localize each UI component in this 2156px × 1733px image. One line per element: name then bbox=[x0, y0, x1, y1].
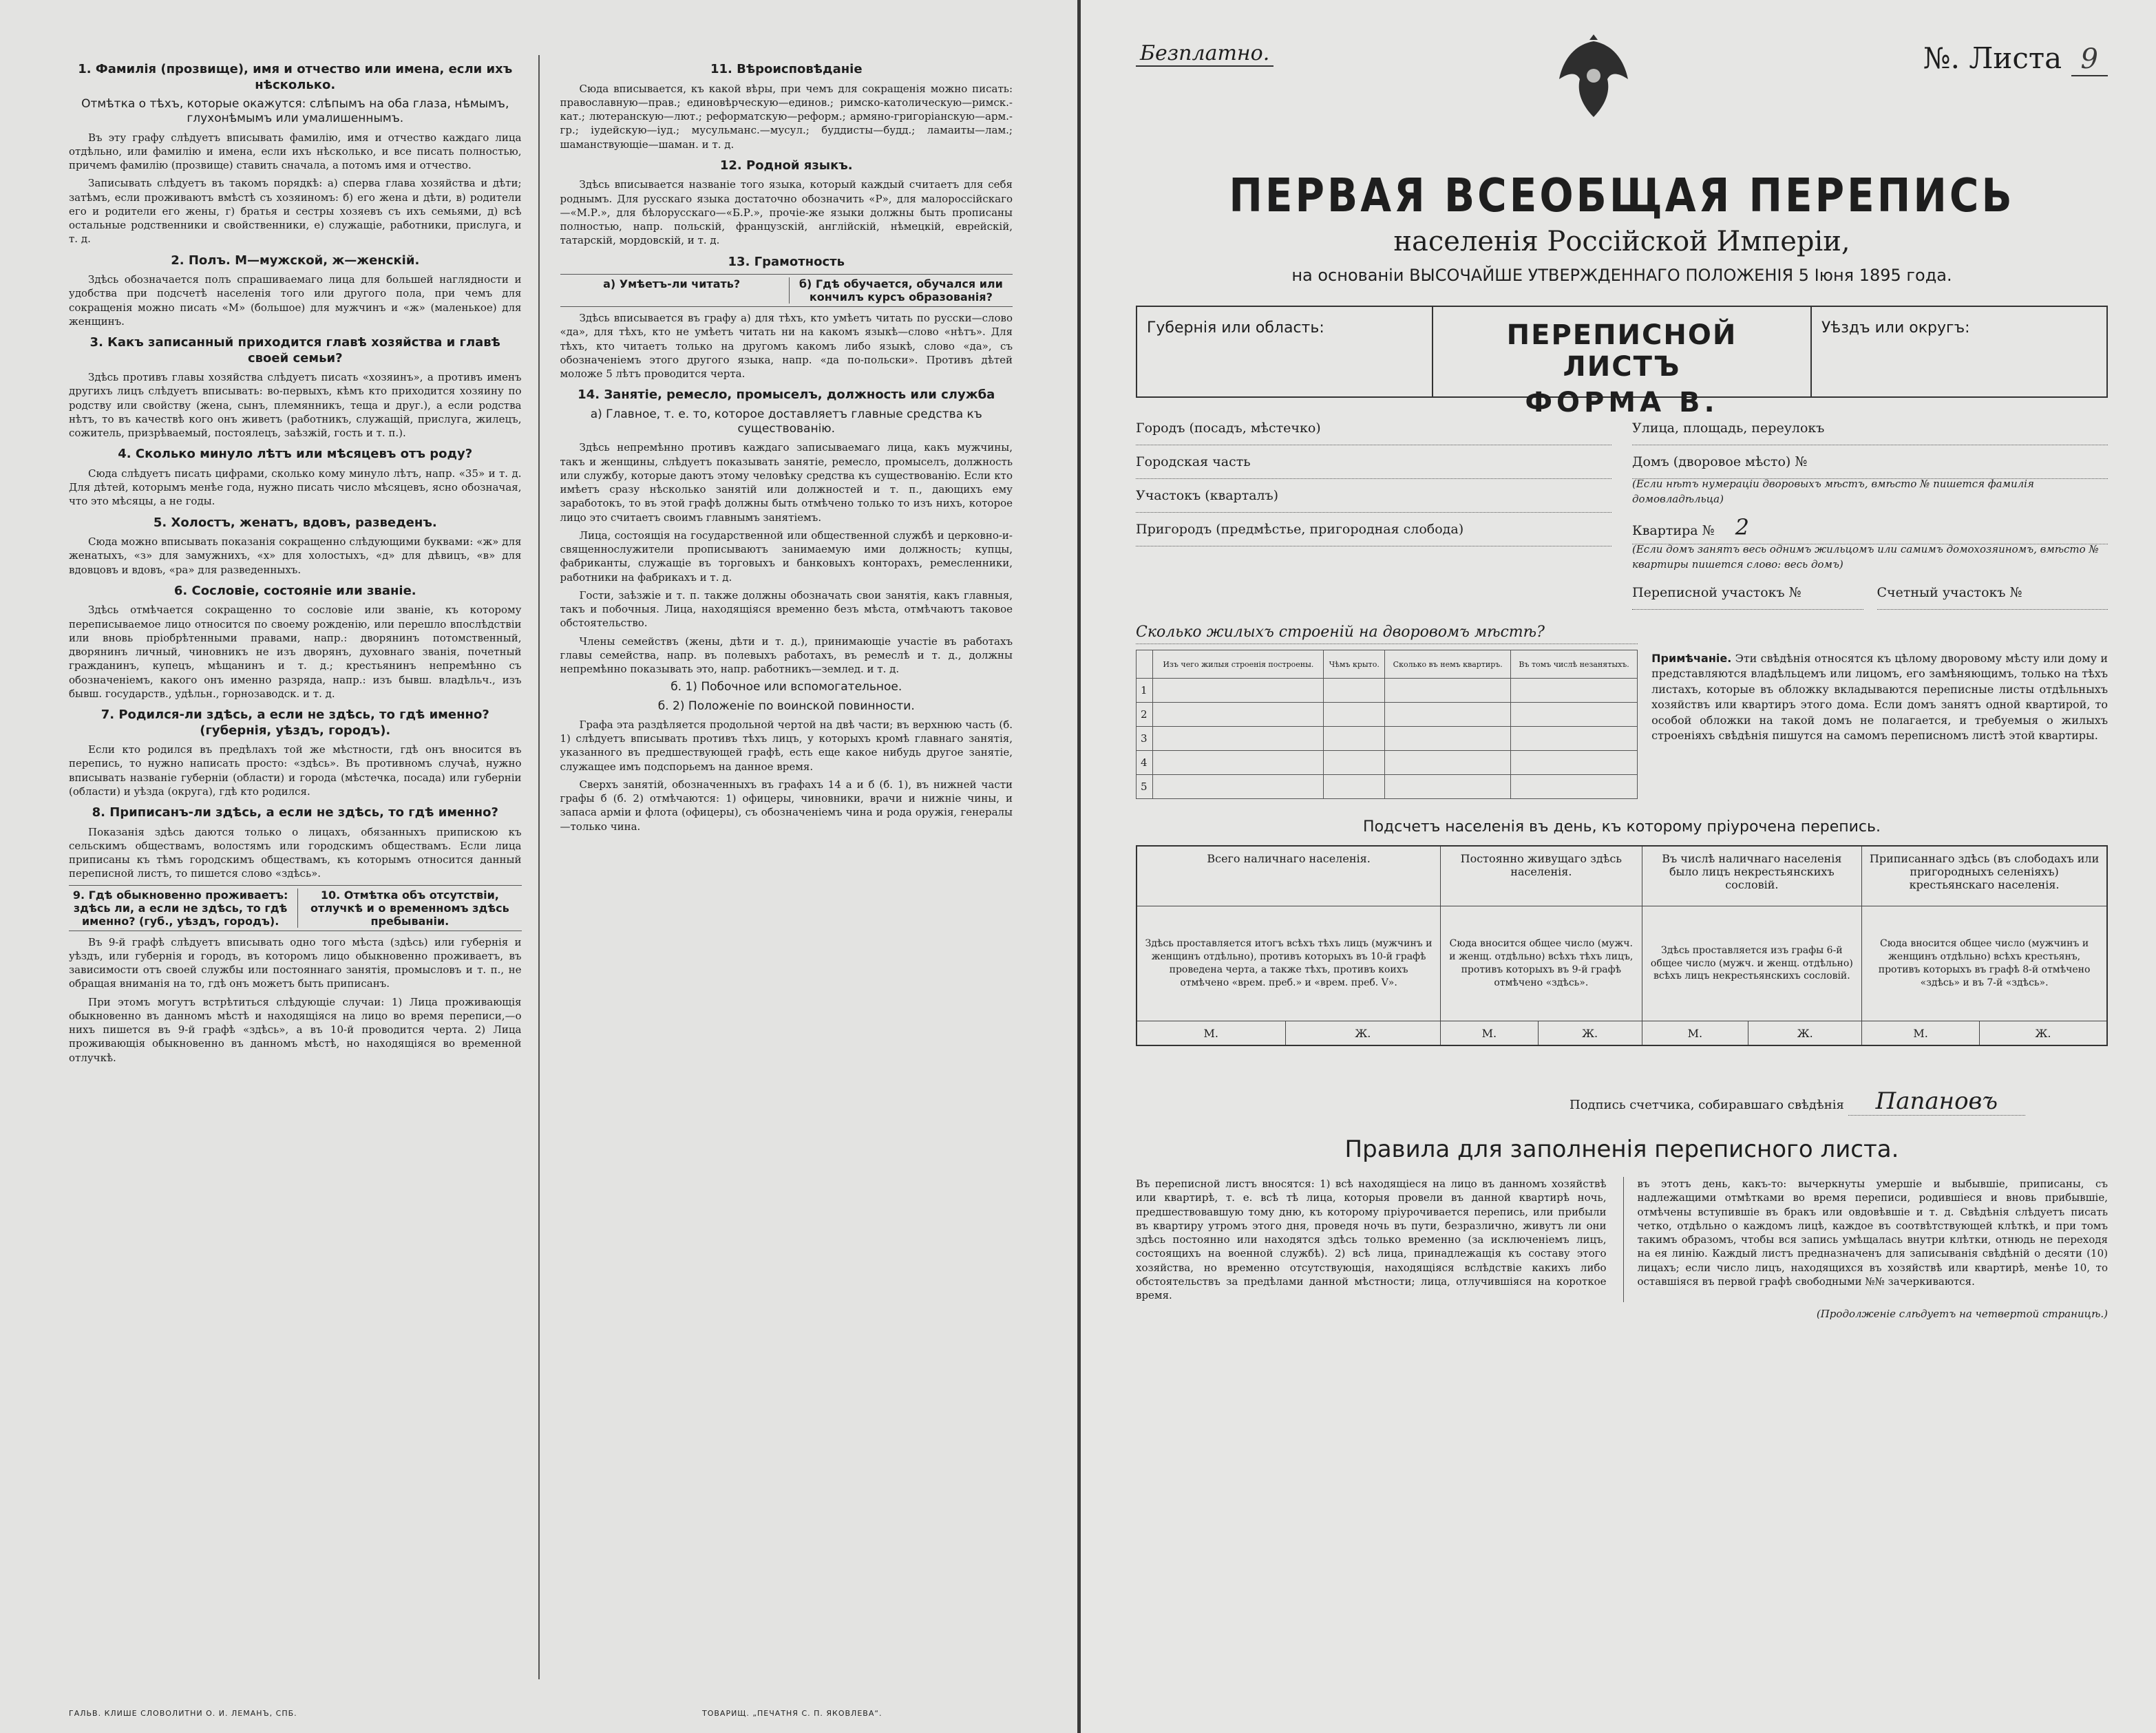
population-count-title: Подсчетъ населенія въ день, къ которому пріурочена перепись. bbox=[1363, 818, 1881, 836]
rules-text bbox=[1136, 1177, 2108, 1302]
section-paragraph: Здѣсь вписывается въ графу а) для тѣхъ, кто умѣетъ читать по русски—слово «да», для тѣхъ, кто не умѣетъ читать ни на какомъ языкѣ—слово «нѣтъ». Для тѣхъ, кто читаетъ только на другомъ какомъ либо языкѣ, слово «да», съ обозначеніемъ этого другого языка, напр. «да по-польски». Противъ дѣтей моложе 5 лѣтъ проводится черта. bbox=[560, 312, 1013, 380]
buildings-cell bbox=[1324, 751, 1385, 775]
male-column: М. bbox=[1441, 1021, 1539, 1046]
count-col-header: Всего наличнаго населенія. bbox=[1137, 846, 1441, 906]
street-field: Улица, площадь, переулокъ bbox=[1632, 412, 2108, 445]
buildings-cell bbox=[1385, 775, 1511, 799]
census-subtitle: населенія Россійской Имперіи, bbox=[1393, 226, 1850, 257]
census-title: ПЕРВАЯ ВСЕОБЩАЯ ПЕРЕПИСЬ bbox=[1229, 168, 2015, 223]
buildings-cell bbox=[1153, 727, 1324, 751]
buildings-cell bbox=[1511, 727, 1638, 751]
section-paragraph: Графа эта раздѣляется продольной чертой на двѣ части; въ верхнюю часть (б. 1) слѣдуетъ вписывать противъ тѣхъ лицъ, у которыхъ кромѣ главнаго занятія, указанного въ предшествующей графѣ, есть еще какое нибудь другое занятіе, служащее имъ подспорьемъ на данное время. bbox=[560, 718, 1013, 773]
imperial-eagle-icon bbox=[1556, 28, 1631, 124]
house-note: (Если нѣтъ нумераціи дворовыхъ мѣстъ, вмѣсто № пишется фамилія домовладѣльца) bbox=[1632, 478, 2034, 505]
form-header-box bbox=[1136, 306, 2108, 418]
section-paragraph: Если кто родился въ предѣлахъ той же мѣстности, гдѣ онъ вносится въ перепись, то нужно написать просто: «здѣсь». Въ противномъ случаѣ, нужно вписывать названіе губерніи (области) и города (мѣстечка, посада) или губерніи (области) и уѣзда (округа), гдѣ кто родился. bbox=[69, 743, 522, 798]
count-col-header: Постоянно живущаго здѣсь населенія. bbox=[1441, 846, 1642, 906]
enumerator-signature bbox=[1136, 1087, 2025, 1115]
buildings-cell bbox=[1324, 727, 1385, 751]
house-field: Домъ (дворовое мѣсто) № bbox=[1632, 445, 2108, 479]
section-paragraph: Гости, заѣзжіе и т. п. также должны обозначать свои занятія, какъ главныя, такъ и побочныя. Лица, находящіяся временно безъ мѣста, отмѣчаютъ таковое обстоятельство. bbox=[560, 588, 1013, 630]
buildings-question: Сколько жилыхъ строеній на дворовомъ мѣстѣ? bbox=[1136, 624, 1638, 644]
male-column: М. bbox=[1862, 1021, 1980, 1046]
section-title: 6. Сословіе, состояніе или званіе. bbox=[173, 583, 416, 598]
section-paragraph: Сверхъ занятій, обозначенныхъ въ графахъ 14 а и б (б. 1), въ нижней части графы б (б. 2) отмѣчаются: 1) офицеры, чиновники, врачи и нижніе чины, и запаса армiи и флота (офицеры), съ обозначеніемъ чина и рода оружія, генералы—только чина. bbox=[560, 778, 1013, 833]
buildings-row bbox=[1137, 703, 1638, 727]
buildings-block bbox=[1136, 624, 1638, 799]
buildings-col-header: Изъ чего жилыя строенія построены. bbox=[1153, 650, 1324, 679]
section-paragraph: Здѣсь противъ главы хозяйства слѣдуетъ писать «хозяинъ», а противъ именъ другихъ лицъ слѣдуетъ вписывать: во-первыхъ, кѣмъ кто приходится хозяину по родству или свойству (жена, сынъ, племянникъ, теща и друг.), а если родства нѣтъ, то въ качествѣ кого онъ живетъ (работникъ, служащій, прислуга, жилецъ, сожитель, призрѣваемый, постоялецъ, заѣзжій, гость и т. п.). bbox=[69, 371, 522, 439]
section-paragraph: Здѣсь обозначается полъ спрашиваемаго лица для большей наглядности и удобства при подсчетѣ населенія того или другого пола, при чемъ для сокращенія можно писать «М» (большое) для мужчинъ и «ж» (маленькое) для женщинъ. bbox=[69, 273, 522, 328]
buildings-row-number: 1 bbox=[1137, 679, 1153, 703]
count-col-description: Сюда вносится общее число (мужчинъ и женщинъ отдѣльно) всѣхъ крестьянъ, противъ которыхъ въ графѣ 8-й отмѣчено «здѣсь» и въ 7-й «здѣсь». bbox=[1862, 906, 2107, 1021]
apartment-value: 2 bbox=[1735, 514, 1749, 540]
buildings-row bbox=[1137, 679, 1638, 703]
census-plot-field: Переписной участокъ № bbox=[1632, 576, 1863, 610]
form-title-line2: ФОРМА В. bbox=[1525, 387, 1719, 418]
count-col-description: Сюда вносится общее число (мужч. и женщ. отдѣльно) всѣхъ тѣхъ лицъ, противъ которыхъ въ 9-й графѣ отмѣчено «здѣсь». bbox=[1441, 906, 1642, 1021]
split-header-9-10 bbox=[69, 885, 522, 931]
buildings-row-number: 5 bbox=[1137, 775, 1153, 799]
count-col-header: Приписаннаго здѣсь (въ слободахъ или пригородныхъ селеніяхъ) крестьянскаго населенія. bbox=[1862, 846, 2107, 906]
buildings-table bbox=[1136, 650, 1638, 799]
section-title: 8. Приписанъ-ли здѣсь, а если не здѣсь, то гдѣ именно? bbox=[92, 805, 498, 820]
section-title: 11. Вѣроисповѣданіе bbox=[710, 62, 863, 76]
buildings-cell bbox=[1153, 679, 1324, 703]
section-title: 5. Холостъ, женатъ, вдовъ, разведенъ. bbox=[153, 515, 437, 530]
address-right bbox=[1632, 412, 2108, 610]
female-column: Ж. bbox=[1285, 1021, 1441, 1046]
signature-label: Подпись счетчика, собиравшаго свѣдѣнія bbox=[1570, 1098, 1844, 1112]
section-title: 12. Родной языкъ. bbox=[719, 158, 853, 173]
address-field: Участокъ (кварталъ) bbox=[1136, 479, 1611, 513]
buildings-cell bbox=[1324, 703, 1385, 727]
buildings-row bbox=[1137, 727, 1638, 751]
census-basis: на основаніи ВЫСОЧАЙШЕ УТВЕРЖДЕННАГО ПОЛОЖЕНІЯ 5 Іюня 1895 года. bbox=[1291, 266, 1952, 285]
remark-text: Эти свѣдѣнія относятся къ цѣлому дворовому мѣсту или дому и представляются владѣльцемъ или лицомъ, его замѣняющимъ, только на тѣхъ листахъ, которые въ обложку вкладываются переписные листы отдѣльныхъ хозяйствъ или квартиръ этого дома. Если домъ занятъ одной квартирой, то особой обложки на такой домъ не полагается, и требуемыя о жилыхъ строеніяхъ свѣдѣнія пишутся на самомъ переписномъ листѣ этой квартиры. bbox=[1651, 652, 2108, 742]
buildings-cell bbox=[1511, 679, 1638, 703]
printer-mark-right: ТОВАРИЩ. „ПЕЧАТНЯ С. П. ЯКОВЛЕВА“. bbox=[702, 1709, 883, 1718]
guberniya-field: Губернія или область: bbox=[1147, 319, 1324, 337]
section-paragraph: Сюда можно вписывать показанія сокращенно слѣдующими буквами: «ж» для женатыхъ, «з» для замужнихъ, «х» для холостыхъ, «д» для дѣвицъ, «в» для вдовцовъ и вдовъ, «ра» для разведенныхъ. bbox=[69, 535, 522, 576]
address-field: Пригородъ (предмѣстье, пригородная слобода) bbox=[1136, 513, 1611, 546]
count-col-description: Здѣсь проставляется итогъ всѣхъ тѣхъ лицъ (мужчинъ и женщинъ отдѣльно), противъ которыхъ въ 10-й графѣ проведена черта, а также тѣхъ, противъ коихъ отмѣчено «врем. преб.» и «врем. преб. V». bbox=[1137, 906, 1441, 1021]
form-title-line1: ПЕРЕПИСНОЙ ЛИСТЪ bbox=[1506, 319, 1737, 383]
buildings-cell bbox=[1324, 679, 1385, 703]
apartment-field bbox=[1632, 511, 2108, 544]
buildings-cell bbox=[1385, 679, 1511, 703]
buildings-cell bbox=[1385, 727, 1511, 751]
section-subtitle: Отмѣтка о тѣхъ, которые окажутся: слѣпымъ на оба глаза, нѣмымъ, глухонѣмымъ или умалишеннымъ. bbox=[81, 97, 509, 126]
remark-label: Примѣчаніе. bbox=[1651, 652, 1732, 665]
buildings-cell bbox=[1153, 751, 1324, 775]
buildings-col-num bbox=[1137, 650, 1153, 679]
section-paragraph: Сюда вписывается, къ какой вѣры, при чемъ для сокращенія можно писать: православную—прав.; единовѣрческую—единов.; римско-католическую—римск.-кат.; лютеранскую—лют.; реформатскую—реформ.; армяно-григоріанскую—арм.-гр.; іудейскую—іуд.; мусульманс.—мусул.; буддисты—будд.; ламаиты—лам.; шаманствующіе—шаман. и т. д. bbox=[560, 82, 1013, 151]
population-count-table bbox=[1136, 845, 2108, 1046]
apartment-note: (Если домъ занятъ весь однимъ жильцомъ или самимъ домохозяиномъ, вмѣсто № квартиры пишется слово: весь домъ) bbox=[1632, 543, 2099, 571]
section-13a-title: а) Умѣетъ-ли читать? bbox=[603, 277, 741, 290]
buildings-cell bbox=[1153, 703, 1324, 727]
section-paragraph: Сюда слѣдуетъ писать цифрами, сколько кому минуло лѣтъ, напр. «35» и т. д. Для дѣтей, которымъ менѣе года, нужно писать число мѣсяцевъ, ясно обозначая, что это мѣсяцы, а не годы. bbox=[69, 467, 522, 508]
left-column-1 bbox=[69, 55, 540, 1679]
section-paragraph: Здѣсь вписывается названіе того языка, который каждый считаетъ для себя роднымъ. Для русскаго языка достаточно обозначить «Р», для малороссійскаго—«М.Р.», для бѣлорусскаго—«Б.Р.», прочіе-же языки должны быть прописаны полностью, напр. польскій, французскій, англійскій, нѣмецкій, еврейскій, татарскій, мордовскій, и т. д. bbox=[560, 178, 1013, 247]
apartment-label: Квартира № bbox=[1632, 523, 1715, 538]
section-paragraph: Здѣсь отмѣчается сокращенно то сословіе или званіе, къ которому переписываемое лицо относится по своему рожденію, или перешло впослѣдствіи или вновь пріобрѣтенными правами, напр.: дворянинъ потомственный, дворянинъ личный, чиновникъ не изъ дворянъ, духовнаго званія, почетный гражданинъ, купецъ, мѣщанинъ и т. д.; крестьянинъ непремѣнно съ обозначеніемъ, какого онъ именно разряда, напр.: изъ бывш. владѣльч., изъ бывш. государств., удѣльн., горнозаводск. и т. д. bbox=[69, 604, 522, 700]
address-field: Городская часть bbox=[1136, 445, 1611, 479]
sheet-number-label: №. Листа bbox=[1923, 41, 2062, 75]
section-title: 2. Полъ. М—мужской, ж—женскій. bbox=[171, 253, 420, 268]
buildings-cell bbox=[1324, 775, 1385, 799]
section-14-title: 14. Занятіе, ремесло, промыселъ, должность или служба bbox=[578, 387, 995, 403]
remark-block bbox=[1651, 624, 2108, 799]
section-14-b2: б. 2) Положеніе по воинской повинности. bbox=[657, 699, 915, 713]
female-column: Ж. bbox=[1748, 1021, 1862, 1046]
section-10-title: 10. Отмѣтка объ отсутствіи, отлучкѣ и о временномъ здѣсь пребываніи. bbox=[297, 889, 521, 928]
section-title: 3. Какъ записанный приходится главѣ хозяйства и главѣ своей семьи? bbox=[89, 335, 500, 365]
section-13b-title: б) Гдѣ обучается, обучался или кончилъ курсъ образованія? bbox=[789, 277, 1013, 304]
left-page bbox=[0, 0, 1077, 1733]
rules-right: въ этотъ день, какъ-то: вычеркнуты умершіе и выбывшіе, приписаны, съ надлежащими отмѣтками во время переписи, родившіеся и вновь прибывшіе, отмѣчены вступившіе въ бракъ или овдовѣвшіе и т. д. Свѣдѣнія слѣдуетъ писать четко, отдѣльно о каждомъ лицѣ, каждое въ соотвѣтствующей клѣткѣ, и при томъ такимъ образомъ, чтобы вся запись умѣщалась внутри клѣтки, отнюдь не переходя на ея линію. Каждый листъ предназначенъ для записыванія свѣдѣній о десяти (10) лицахъ; если число лицъ, находящихся въ хозяйствѣ или квартирѣ, менѣе 10, то оставшіяся въ первой графѣ свободными №№ зачеркиваются. bbox=[1623, 1177, 2109, 1302]
buildings-row-number: 2 bbox=[1137, 703, 1153, 727]
section-title: 7. Родился-ли здѣсь, а если не здѣсь, то гдѣ именно? (губернія, уѣздъ, городъ). bbox=[101, 708, 489, 738]
address-block bbox=[1136, 412, 2108, 610]
buildings-row-number: 4 bbox=[1137, 751, 1153, 775]
buildings-row bbox=[1137, 775, 1638, 799]
section-paragraph: Записывать слѣдуетъ въ такомъ порядкѣ: а) сперва глава хозяйства и дѣти; затѣмъ, если проживаютъ вмѣстѣ съ хозяиномъ: б) его жена и дѣти, в) родители его и родители его жены, г) братья и сестры хозяевъ съ ихъ семьями, д) всѣ остальные родственники и свойственники, е) служащіе, работники, прислуга, и т. д. bbox=[69, 177, 522, 246]
section-14-subtitle: а) Главное, т. е. то, которое доставляетъ главные средства къ существованію. bbox=[590, 407, 982, 436]
section-14-b1: б. 1) Побочное или вспомогательное. bbox=[670, 680, 902, 694]
buildings-cell bbox=[1511, 751, 1638, 775]
buildings-cell bbox=[1385, 751, 1511, 775]
rules-title: Правила для заполненія переписного листа. bbox=[1344, 1136, 1899, 1163]
buildings-cell bbox=[1511, 703, 1638, 727]
section-paragraph: Въ эту графу слѣдуетъ вписывать фамилію, имя и отчество каждаго лица отдѣльно, или фамилію и имена, если ихъ нѣсколько, и все писать полностью, причемъ фамилію (прозвище) ставить сначала, а потомъ имя и отчество. bbox=[69, 131, 522, 171]
buildings-row-number: 3 bbox=[1137, 727, 1153, 751]
section-title: 13. Грамотность bbox=[728, 254, 845, 269]
section-title: 1. Фамилія (прозвище), имя и отчество или имена, если ихъ нѣсколько. bbox=[78, 62, 513, 92]
sheet-number-value: 9 bbox=[2071, 43, 2108, 76]
section-title: 4. Сколько минуло лѣтъ или мѣсяцевъ отъ роду? bbox=[118, 447, 473, 462]
count-col-description: Здѣсь проставляется изъ графы 6-й общее число (мужч. и женщ. отдѣльно) всѣхъ лицъ некрестьянскихъ сословій. bbox=[1642, 906, 1862, 1021]
form-title bbox=[1432, 307, 1812, 418]
count-col-header: Въ числѣ наличнаго населенія было лицъ некрестьянскихъ сословій. bbox=[1642, 846, 1862, 906]
buildings-cell bbox=[1511, 775, 1638, 799]
section-paragraph: Здѣсь непремѣнно противъ каждаго записываемаго лица, какъ мужчины, такъ и женщины, слѣдуетъ показывать занятіе, ремесло, промыселъ, должность или службу, которые даютъ этому человѣку средства къ существованію. Если кто имѣетъ сразу нѣсколько занятій или должностей и т. п., дающихъ ему заработокъ, то въ этой графѣ должны быть отмѣчено только то изъ нихъ, которое лицо это считаетъ своимъ главнымъ занятіемъ. bbox=[560, 441, 1013, 524]
address-left bbox=[1136, 412, 1611, 610]
section-paragraph: При этомъ могутъ встрѣтиться слѣдующіе случаи: 1) Лица проживающія обыкновенно въ данномъ мѣстѣ и находящіяся на лицо во время переписи,—о нихъ пишется въ 9-й графѣ «здѣсь», а въ 10-й проводится черта. 2) Лица проживающія обыкновенно въ данномъ мѣстѣ, но находящіяся во временной отлучкѣ. bbox=[69, 995, 522, 1064]
section-paragraph: Члены семействъ (жены, дѣти и т. д.), принимающіе участіе въ работахъ главы семейства, напр. въ полевыхъ работахъ, въ ремеслѣ и т. д., должны непремѣнно показывать это, напр. работникъ—землед. и т. д. bbox=[560, 635, 1013, 675]
free-label: Безплатно. bbox=[1136, 41, 1273, 67]
signature-value: Папановъ bbox=[1848, 1087, 2025, 1116]
counter-plot-field: Счетный участокъ № bbox=[1877, 576, 2109, 610]
female-column: Ж. bbox=[1979, 1021, 2107, 1046]
section-9-title: 9. Гдѣ обыкновенно проживаетъ: здѣсь ли, а если не здѣсь, то гдѣ именно? (губ., уѣздъ, городъ). bbox=[72, 888, 288, 928]
male-column: М. bbox=[1137, 1021, 1285, 1046]
male-column: М. bbox=[1642, 1021, 1748, 1046]
left-column-2 bbox=[560, 55, 1030, 1679]
uezd-field: Уѣздъ или округъ: bbox=[1821, 319, 1970, 337]
section-paragraph: Въ 9-й графѣ слѣдуетъ вписывать одно того мѣста (здѣсь) или губернія и уѣздъ, или губернія и городъ, въ которомъ лицо обыкновенно проживаетъ, въ зависимости отъ своей службы или постояннаго занятія, промысловъ и т. п., не обращая вниманія на то, гдѣ онъ можетъ быть приписанъ. bbox=[69, 935, 522, 990]
rules-left: Въ переписной листъ вносятся: 1) всѣ находящіеся на лицо въ данномъ хозяйствѣ или квартирѣ, т. е. всѣ тѣ лица, которыя провели въ данной квартирѣ ночь, предшествовавшую тому дню, къ которому пріурочивается перепись, или прибыли въ квартиру утромъ этого дня, проведя ночь въ пути, безразлично, живутъ ли они здѣсь постоянно или находятся здѣсь только временно (за исключеніемъ лицъ, состоящихъ на военной службѣ). 2) всѣ лица, принадлежащія къ составу этого хозяйства, но временно отсутствующія, находящіяся вслѣдствіе какихъ либо обстоятельствъ за предѣлами данной мѣстности; лица, отлучившіяся на короткое время. bbox=[1136, 1178, 1607, 1301]
female-column: Ж. bbox=[1538, 1021, 1642, 1046]
sheet-number bbox=[1923, 41, 2108, 75]
continuation-note: (Продолженіе слѣдуетъ на четвертой страницѣ.) bbox=[1816, 1308, 2108, 1321]
buildings-row bbox=[1137, 751, 1638, 775]
buildings-cell bbox=[1385, 703, 1511, 727]
split-header-13 bbox=[560, 274, 1013, 307]
printer-mark-left: ГАЛЬВ. КЛИШЕ СЛОВОЛИТНИ О. И. ЛЕМАНЪ, СПБ. bbox=[69, 1709, 297, 1718]
right-page bbox=[1081, 0, 2156, 1733]
buildings-col-header: Сколько въ немъ квартиръ. bbox=[1385, 650, 1511, 679]
address-field: Городъ (посадъ, мѣстечко) bbox=[1136, 412, 1611, 445]
section-paragraph: Лица, состоящія на государственной или общественной службѣ и церковно-и-священнослужители прописываютъ занимаемую ими должность; купцы, фабриканты, служащіе въ торговыхъ и банковыхъ конторахъ, ремесленники, работники на фабрикахъ и т. д. bbox=[560, 529, 1013, 584]
buildings-col-header: Въ томъ числѣ незанятыхъ. bbox=[1511, 650, 1638, 679]
buildings-col-header: Чѣмъ крыто. bbox=[1324, 650, 1385, 679]
section-paragraph: Показанія здѣсь даются только о лицахъ, обязанныхъ припискою къ сельскимъ обществамъ, волостямъ или городскимъ обществамъ. Если лица приписаны къ тѣмъ городскимъ обществамъ, къ которымъ относится данный переписной листъ, то пишется слово «здѣсь». bbox=[69, 825, 522, 880]
buildings-cell bbox=[1153, 775, 1324, 799]
